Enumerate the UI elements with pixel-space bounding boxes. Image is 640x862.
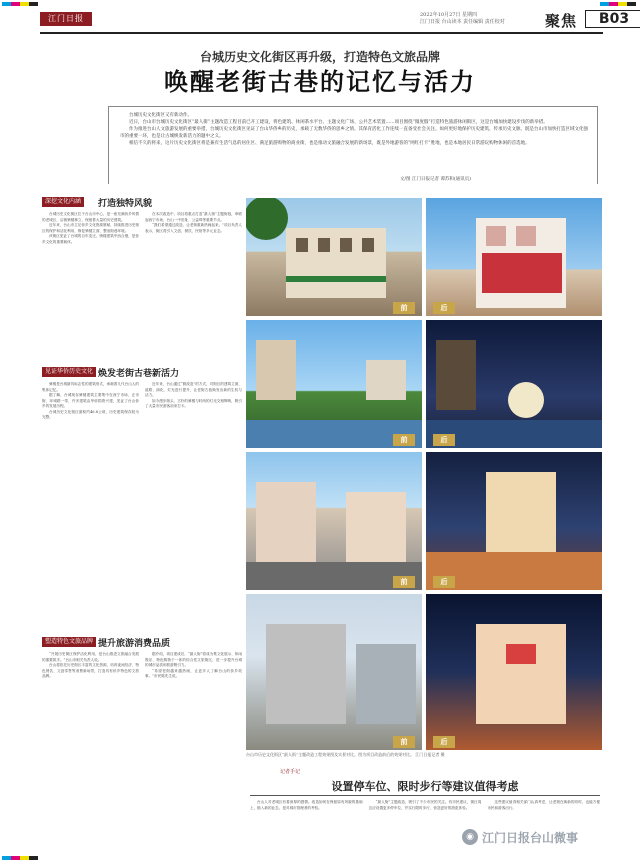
section-tag: 见证华侨历史文化 [42, 367, 96, 377]
wechat-icon: ◉ [462, 829, 478, 845]
header-date: 2022年10月27日 星期四 [420, 12, 478, 18]
intro-block [120, 112, 590, 147]
paragraph: 骑楼是台城最具标志性的建筑形式，承载着几代台山人的集体记忆。 [42, 382, 139, 392]
commentary-body [250, 800, 600, 811]
page-number: B03 [585, 10, 640, 28]
commentary-headline: 设置停车位、限时步行等建议值得考虑 [331, 780, 519, 793]
section-3 [42, 636, 242, 680]
mall-illustration [426, 594, 602, 750]
street-illustration [246, 198, 422, 316]
intro-paragraph: 相信不久的将来，这片历史文化街区将是兼有生活气息的居住区、满足旅游购物的商业街，也是推动文旅融合发展的新场景，既是外地游客的“网红打卡”胜地，也是本地居民日常游玩购物休闲的首选地。 [129, 141, 530, 146]
corner-illustration [246, 594, 422, 750]
text-column [42, 382, 139, 421]
photo-park-after [426, 320, 602, 448]
paragraph: “希望老街越来越热闹，让更多人了解台山的侨乡故事。”市民陈先生说。 [145, 668, 242, 678]
print-color-bar [600, 2, 636, 6]
intro-paragraph: 台城历史文化街区又有新动作。 [129, 113, 192, 118]
paragraph: 台山人对老城区有着深厚的感情。改造如何在保留原有风貌的基础上，植入新的业态，是对城市管理者的考验。 [250, 800, 363, 810]
page-header [40, 10, 630, 32]
before-badge: 前 [393, 576, 415, 588]
header-rule [40, 32, 603, 34]
photo-park-before [246, 320, 422, 448]
photo-street-after [426, 198, 602, 316]
commentary-rule [250, 795, 600, 796]
intro-paragraph: 近日，台山市台城历史文化街区“最人街”主题改造工程目前已开工建设，将色建筑、休闲茶水平台、主题文化广场、公共艺术装置……项目围绕“微度假”打造特色旅游休闲街区，这是台城加快建设步伐的新举措。 [129, 120, 548, 125]
paragraph: 在本次改造中，项目将重点打造“最人街”主题街巷，串联起西宁市场、台山一中旧址、公益埠等重要节点。 [145, 212, 242, 222]
after-badge: 后 [433, 576, 455, 588]
photo-grid [246, 198, 602, 750]
text-column [145, 652, 242, 680]
kicker-headline: 台城历史文化街区再升级，打造特色文旅品牌 [199, 50, 440, 64]
after-badge: 后 [433, 302, 455, 314]
lit-street-illustration [426, 452, 602, 590]
watermark [462, 828, 578, 846]
section-title: 提升旅游消费品质 [98, 639, 171, 649]
text-column [145, 212, 242, 245]
paragraph: “最人街”主题改造，吸引了不少市民的关注。有市民建议，街区周边应设置更多停车位，并实行限时步行，营造更好的游览体验。 [368, 800, 482, 810]
paragraph: 据了解，台城现存骑楼建筑主要集中在西宁市场、正市街、环城路一带，许多建筑由华侨捐资兴建，见证了台山侨乡的发展历程。 [42, 393, 139, 408]
print-color-bar [2, 856, 38, 860]
section-tag: 深挖文化内涵 [42, 197, 84, 207]
note-tag: 记者手记 [280, 769, 301, 775]
building-illustration [426, 198, 602, 316]
section-tag: 塑造特色文旅品牌 [42, 637, 96, 647]
paragraph: 台山将依托历史街区丰富的文化资源，培育夜间经济、特色餐饮、文创零售等消费新场景，打造具有侨乡特色的文旅品牌。 [42, 663, 139, 678]
photo-road-after [426, 452, 602, 590]
text-column [250, 800, 363, 811]
article-body [42, 196, 242, 842]
section-title: 焕发老街古巷新活力 [98, 369, 180, 379]
paragraph: 如今漫步街头，古朴的骑楼与时尚的灯光交相辉映，吸引了大量市民游客前来打卡。 [145, 398, 242, 408]
paragraph: 据介绍，项目建成后，“最人街”将成为集文化展示、休闲娱乐、特色购物于一体的综合性文旅街区，进一步提升台城的城市品质和旅游吸引力。 [145, 652, 242, 667]
print-color-bar [2, 2, 38, 6]
paragraph: 该街区见证了台城的百年变迁，骑楼建筑中西合璧，是侨乡文化的重要载体。 [42, 234, 139, 244]
photo-corner-after [426, 594, 602, 750]
section-title: 打造独特风貌 [98, 199, 153, 209]
text-column [42, 212, 139, 245]
park-illustration [246, 320, 422, 448]
intro-paragraph: 作为推进台山人文旅游发展的重要举措，台城历史文化街区见证了台山华侨乡的历史，承载了无数华侨的思乡之情。其保育活化工作连续一直备受社会关注。如何更好地保护历史建筑、传承历史文脉，既是台山市加快打造区域文化强市的重要一环，也是让古城焕发新活力的题中之义。 [120, 127, 588, 139]
byline: 文/图 江门日报记者 谭苏和(通讯员) [400, 177, 471, 182]
watermark-text: 江门日报台山微事 [482, 830, 579, 845]
text-column [145, 382, 242, 421]
main-headline: 唤醒老街古巷的记忆与活力 [164, 67, 476, 96]
paragraph: “开展历史街区保护活化利用，是台山推进文旅融合发展的重要抓手。”台山市相关负责人说。 [42, 652, 139, 662]
section-name: 聚焦 [545, 12, 578, 30]
paragraph: 台城历史文化街区面积约46.8公顷，历史建筑保存较为完整。 [42, 409, 139, 419]
text-column [487, 800, 600, 811]
header-editors: 江门日报 台山读本 责任编辑 责任校对 [420, 19, 505, 25]
after-badge: 后 [433, 434, 455, 446]
section-1 [42, 196, 242, 245]
masthead-logo: 江门日报 [40, 12, 92, 26]
before-badge: 前 [393, 736, 415, 748]
night-illustration [426, 320, 602, 448]
before-badge: 前 [393, 434, 415, 446]
photo-road-before [246, 452, 422, 590]
photo-street-before [246, 198, 422, 316]
section-2 [42, 366, 242, 421]
text-column [42, 652, 139, 680]
after-badge: 后 [433, 736, 455, 748]
paragraph: 台城历史文化街区位于台山市中心，是一座充满侨乡风情的老城区，沿街骑楼林立，保留着大量的历史建筑。 [42, 212, 139, 222]
before-badge: 前 [393, 302, 415, 314]
paragraph: 近年来，台山市立足侨乡文化资源禀赋，持续推进历史街区的保护和活化利用，修复骑楼立面、整治街巷环境。 [42, 223, 139, 233]
paragraph: 近年来，台山通过“微改造”的方式，对街区的建筑立面、道路、绿化、灯光进行提升，让老街古巷焕发出新的生机与活力。 [145, 382, 242, 397]
road-illustration [246, 452, 422, 590]
header-meta [420, 12, 540, 26]
photo-corner-before [246, 594, 422, 750]
text-column [369, 800, 482, 811]
paragraph: 这些建议值得相关部门认真考虑，让老街在焕新的同时，也能方便市民和游客出行。 [487, 800, 601, 810]
photo-caption: 台山市历史文化街区“最人街”主题改造工程效果图及实景对比。图为项目改造前后的效果对比。 江门日报记者 摄 [246, 752, 445, 757]
paragraph: “我们希望通过改造，让老街重新热闹起来。”项目负责人表示，街区将引入文创、餐饮、民宿等多元业态。 [145, 223, 242, 233]
